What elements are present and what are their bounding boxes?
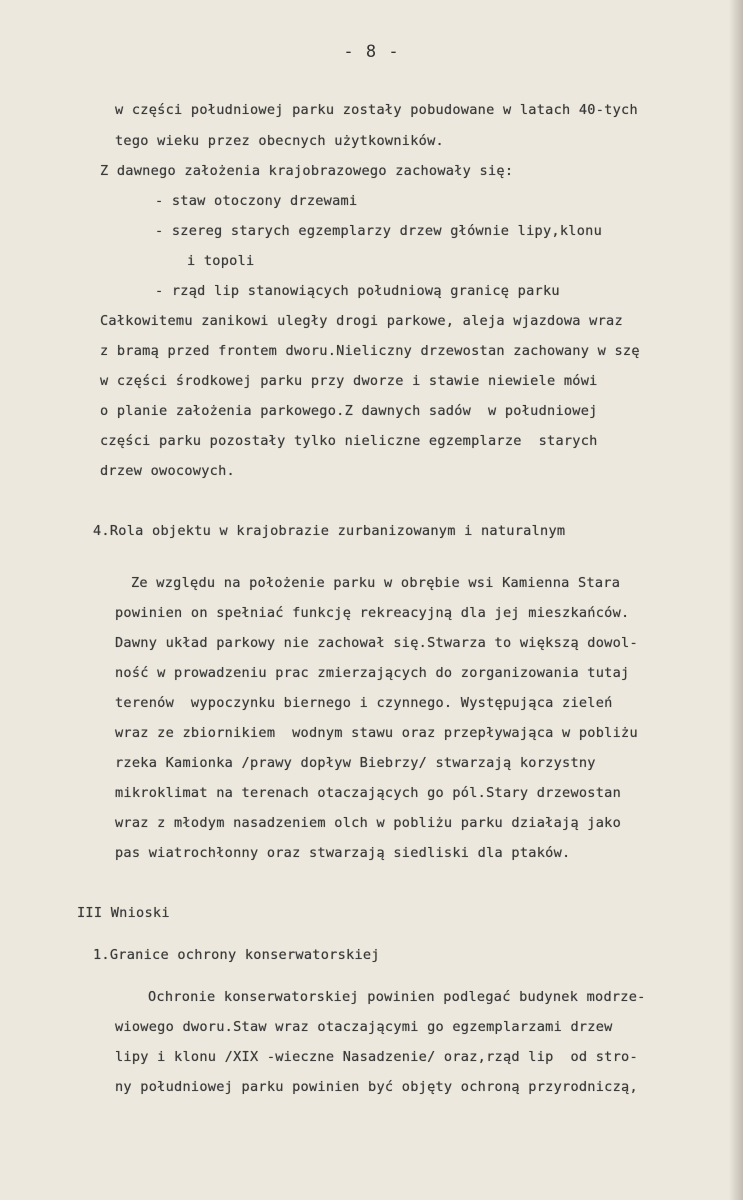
text-line: wiowego dworu.Staw wraz otaczającymi go egzemplarzami drzew [115, 1019, 613, 1035]
text-line: części parku pozostały tylko nieliczne egzemplarze starych [100, 433, 598, 449]
text-line: rzeka Kamionka /prawy dopływ Biebrzy/ stwarzają korzystny [115, 755, 596, 771]
text-line: - rząd lip stanowiących południową granicę parku [155, 283, 560, 299]
text-line: i topoli [187, 253, 255, 269]
text-line: lipy i klonu /XIX -wieczne Nasadzenie/ oraz,rząd lip od stro- [115, 1049, 638, 1065]
text-line: tego wieku przez obecnych użytkowników. [115, 133, 444, 149]
text-line: o planie założenia parkowego.Z dawnych sadów w południowej [100, 403, 598, 419]
text-line: w części środkowej parku przy dworze i stawie niewiele mówi [100, 373, 598, 389]
text-line: Dawny układ parkowy nie zachował się.Stwarza to większą dowol- [115, 635, 638, 651]
text-line: drzew owocowych. [100, 463, 235, 479]
text-line: w części południowej parku zostały pobudowane w latach 40-tych [115, 102, 638, 118]
text-line: ność w prowadzeniu prac zmierzających do zorganizowania tutaj [115, 665, 630, 681]
section-heading: 4.Rola objektu w krajobrazie zurbanizowanym i naturalnym [93, 523, 566, 539]
text-line: pas wiatrochłonny oraz stwarzają siedliski dla ptaków. [115, 845, 571, 861]
page-edge-shadow [729, 0, 743, 1200]
text-line: Całkowitemu zanikowi uległy drogi parkowe, aleja wjazdowa wraz [100, 313, 623, 329]
text-line: powinien on spełniać funkcję rekreacyjną dla jej mieszkańców. [115, 605, 630, 621]
text-line: wraz ze zbiornikiem wodnym stawu oraz przepływająca w pobliżu [115, 725, 638, 741]
text-line: z bramą przed frontem dworu.Nieliczny drzewostan zachowany w szę [100, 343, 640, 359]
section-heading: III Wnioski [77, 905, 170, 921]
text-line: mikroklimat na terenach otaczających go pól.Stary drzewostan [115, 785, 622, 801]
text-line: terenów wypoczynku biernego i czynnego. Występująca zieleń [115, 695, 613, 711]
text-line: - staw otoczony drzewami [155, 193, 358, 209]
text-line: Ze względu na położenie parku w obrębie wsi Kamienna Stara [131, 575, 621, 591]
text-line: ny południowej parku powinien być objęty ochroną przyrodniczą, [115, 1079, 638, 1095]
page-number: - 8 - [343, 42, 400, 62]
section-heading: 1.Granice ochrony konserwatorskiej [93, 947, 380, 963]
text-line: wraz z młodym nasadzeniem olch w pobliżu parku działają jako [115, 815, 622, 831]
text-line: Ochronie konserwatorskiej powinien podlegać budynek modrze- [148, 989, 646, 1005]
text-line: Z dawnego założenia krajobrazowego zachowały się: [100, 163, 514, 179]
text-line: - szereg starych egzemplarzy drzew głównie lipy,klonu [155, 223, 603, 239]
